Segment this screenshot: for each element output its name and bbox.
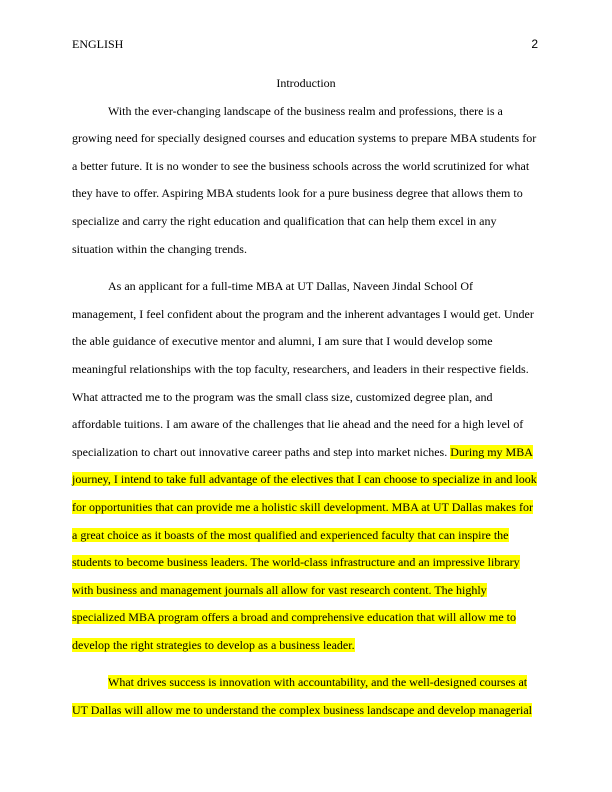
text-line xyxy=(72,494,540,522)
section-heading: Introduction xyxy=(276,76,336,90)
highlighted-text: UT Dallas will allow me to understand the complex business landscape and develop managerial xyxy=(72,703,532,718)
highlighted-text: with business and management journals all allow for vast research content. The highly xyxy=(72,582,487,597)
highlighted-text: for opportunities that can provide me a holistic skill development. MBA at UT Dallas makes for xyxy=(72,499,534,514)
highlighted-text: journey, I intend to take full advantage of the electives that I can choose to specialize in and look xyxy=(72,472,537,487)
text-line xyxy=(72,577,540,605)
text-line xyxy=(72,669,540,697)
text-line xyxy=(72,549,540,577)
highlighted-text: specialized MBA program offers a broad and comprehensive education that will allow me to xyxy=(72,610,516,625)
text-line: As an applicant for a full-time MBA at UT Dallas, Naveen Jindal School Of xyxy=(108,279,474,294)
highlighted-text: develop the right strategies to develop as a business leader. xyxy=(72,637,355,652)
text-line xyxy=(72,439,540,467)
text-line: growing need for specially designed courses and education systems to prepare MBA students for xyxy=(72,131,537,146)
highlighted-text: What drives success is innovation with accountability, and the well-designed courses at xyxy=(108,675,528,690)
page-number: 2 xyxy=(531,37,538,51)
text-line: a better future. It is no wonder to see the business schools across the world scrutinized for what xyxy=(72,158,530,173)
highlighted-text: a great choice as it boasts of the most qualified and experienced faculty that can inspire the xyxy=(72,527,509,542)
text-run: specialization to chart out innovative career paths and step into market niches. xyxy=(72,444,451,459)
text-line xyxy=(72,466,540,494)
text-line: affordable tuitions. I am aware of the challenges that lie ahead and the need for a high level of xyxy=(72,417,524,432)
text-line xyxy=(72,522,540,550)
text-line xyxy=(72,604,540,632)
text-line: meaningful relationships with the top faculty, researchers, and leaders in their respective fields. xyxy=(72,361,529,376)
running-head: ENGLISH xyxy=(72,37,124,51)
text-line: they have to offer. Aspiring MBA students look for a pure business degree that allows them to xyxy=(72,186,523,201)
text-line xyxy=(72,632,540,660)
text-line: the able guidance of executive mentor and alumni, I am sure that I would develop some xyxy=(72,334,493,349)
paragraph-3 xyxy=(72,669,540,724)
text-line: With the ever-changing landscape of the business realm and professions, there is a xyxy=(108,103,503,118)
highlighted-text: students to become business leaders. The world-class infrastructure and an impressive library xyxy=(72,555,520,570)
text-line xyxy=(72,697,540,725)
text-line: What attracted me to the program was the small class size, customized degree plan, and xyxy=(72,389,493,404)
paragraph-2 xyxy=(72,273,540,659)
text-line: situation within the changing trends. xyxy=(72,241,247,256)
text-line: management, I feel confident about the program and the inherent advantages I would get. Under xyxy=(72,306,534,321)
text-line: specialize and carry the right education and qualification that can help them excel in any xyxy=(72,213,497,228)
document-body xyxy=(72,70,540,725)
paragraph-1 xyxy=(72,98,540,264)
highlighted-text: During my MBA xyxy=(450,444,533,459)
